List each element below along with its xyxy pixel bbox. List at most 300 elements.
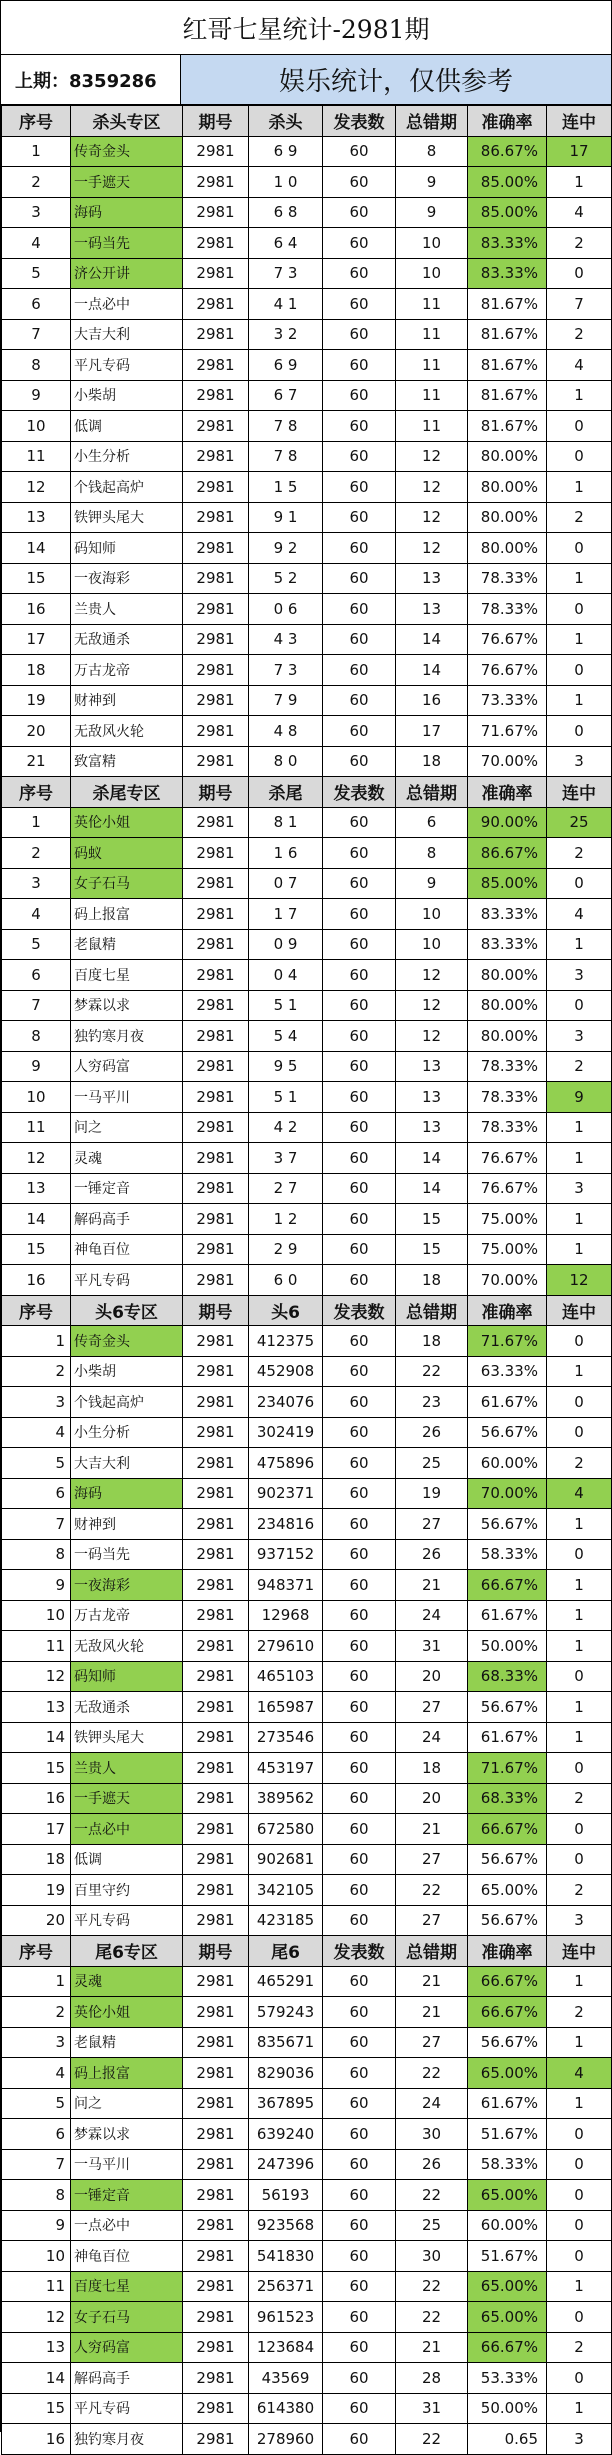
row-value: 247396 — [249, 2149, 323, 2180]
row-index: 12 — [2, 472, 71, 503]
row-errors: 8 — [396, 838, 468, 869]
row-name: 财神到 — [71, 1509, 183, 1540]
table-row — [2, 990, 612, 1021]
table-row — [2, 411, 612, 442]
row-count: 60 — [323, 167, 396, 198]
row-value: 453197 — [249, 1753, 323, 1784]
row-streak: 1 — [547, 685, 612, 716]
table-row — [2, 1448, 612, 1479]
row-errors: 19 — [396, 1478, 468, 1509]
row-value: 0 4 — [249, 960, 323, 991]
row-errors: 22 — [396, 1356, 468, 1387]
row-streak: 0 — [547, 258, 612, 289]
row-value: 256371 — [249, 2271, 323, 2302]
table-row — [2, 1814, 612, 1845]
row-issue: 2981 — [183, 685, 249, 716]
row-accuracy: 56.67% — [468, 1692, 547, 1723]
row-accuracy: 65.00% — [468, 2271, 547, 2302]
row-index: 7 — [2, 2149, 71, 2180]
row-errors: 21 — [396, 1966, 468, 1997]
row-streak: 1 — [547, 2271, 612, 2302]
row-count: 60 — [323, 1173, 396, 1204]
row-value: 9 2 — [249, 533, 323, 564]
row-errors: 12 — [396, 960, 468, 991]
row-index: 15 — [2, 2393, 71, 2424]
row-name: 一马平川 — [71, 1082, 183, 1113]
row-accuracy: 86.67% — [468, 838, 547, 869]
table-row — [2, 1051, 612, 1082]
row-accuracy: 71.67% — [468, 1753, 547, 1784]
row-count: 60 — [323, 319, 396, 350]
row-streak: 0 — [547, 1844, 612, 1875]
row-name: 致富精 — [71, 746, 183, 777]
row-accuracy: 80.00% — [468, 502, 547, 533]
row-count: 60 — [323, 1051, 396, 1082]
row-value: 302419 — [249, 1417, 323, 1448]
row-value: 1 7 — [249, 899, 323, 930]
row-count: 60 — [323, 2058, 396, 2089]
disclaimer-note: 娱乐统计，仅供参考 — [181, 55, 611, 104]
row-errors: 9 — [396, 197, 468, 228]
row-count: 60 — [323, 2210, 396, 2241]
row-issue: 2981 — [183, 1783, 249, 1814]
row-count: 60 — [323, 1234, 396, 1265]
row-accuracy: 68.33% — [468, 1783, 547, 1814]
row-value: 7 8 — [249, 441, 323, 472]
row-accuracy: 70.00% — [468, 1265, 547, 1296]
row-index: 18 — [2, 1844, 71, 1875]
row-streak: 1 — [547, 2393, 612, 2424]
row-errors: 13 — [396, 563, 468, 594]
page-title: 红哥七星统计-2981期 — [1, 0, 611, 55]
row-value: 475896 — [249, 1448, 323, 1479]
row-count: 60 — [323, 899, 396, 930]
row-issue: 2981 — [183, 1661, 249, 1692]
row-value: 6 4 — [249, 228, 323, 259]
row-count: 60 — [323, 2088, 396, 2119]
row-issue: 2981 — [183, 1631, 249, 1662]
row-value: 902681 — [249, 1844, 323, 1875]
row-issue: 2981 — [183, 1234, 249, 1265]
row-count: 60 — [323, 411, 396, 442]
table-row — [2, 1143, 612, 1174]
row-count: 60 — [323, 960, 396, 991]
row-issue: 2981 — [183, 899, 249, 930]
row-value: 672580 — [249, 1814, 323, 1845]
table-row — [2, 838, 612, 869]
row-accuracy: 51.67% — [468, 2119, 547, 2150]
row-count: 60 — [323, 502, 396, 533]
row-errors: 25 — [396, 2210, 468, 2241]
row-errors: 10 — [396, 258, 468, 289]
row-issue: 2981 — [183, 624, 249, 655]
row-name: 一夜海彩 — [71, 1570, 183, 1601]
row-count: 60 — [323, 2363, 396, 2394]
row-index: 12 — [2, 2302, 71, 2333]
row-streak: 1 — [547, 1600, 612, 1631]
row-count: 60 — [323, 716, 396, 747]
col-count-header: 发表数 — [323, 106, 396, 137]
table-row — [2, 2363, 612, 2394]
row-index: 13 — [2, 1692, 71, 1723]
table-row — [2, 868, 612, 899]
row-accuracy: 80.00% — [468, 472, 547, 503]
row-errors: 21 — [396, 1570, 468, 1601]
row-streak: 3 — [547, 960, 612, 991]
col-value-header: 杀头 — [249, 106, 323, 137]
row-count: 60 — [323, 1875, 396, 1906]
row-value: 579243 — [249, 1997, 323, 2028]
row-issue: 2981 — [183, 1966, 249, 1997]
row-name: 铁钾头尾大 — [71, 502, 183, 533]
row-value: 423185 — [249, 1905, 323, 1936]
row-index: 16 — [2, 594, 71, 625]
row-index: 2 — [2, 1356, 71, 1387]
row-accuracy: 56.67% — [468, 1905, 547, 1936]
col-value-header: 尾6 — [249, 1936, 323, 1967]
row-issue: 2981 — [183, 502, 249, 533]
row-count: 60 — [323, 1539, 396, 1570]
row-name: 老鼠精 — [71, 2027, 183, 2058]
row-value: 1 6 — [249, 838, 323, 869]
row-value: 0 7 — [249, 868, 323, 899]
row-accuracy: 81.67% — [468, 380, 547, 411]
row-count: 60 — [323, 2302, 396, 2333]
row-value: 948371 — [249, 1570, 323, 1601]
table-row — [2, 1631, 612, 1662]
row-index: 14 — [2, 1722, 71, 1753]
row-count: 60 — [323, 1661, 396, 1692]
table-row — [2, 2027, 612, 2058]
col-issue-header: 期号 — [183, 1936, 249, 1967]
row-accuracy: 75.00% — [468, 1204, 547, 1235]
row-streak: 0 — [547, 1387, 612, 1418]
row-streak: 0 — [547, 411, 612, 442]
row-accuracy: 76.67% — [468, 1143, 547, 1174]
row-issue: 2981 — [183, 716, 249, 747]
row-value: 7 3 — [249, 655, 323, 686]
row-errors: 12 — [396, 472, 468, 503]
row-index: 8 — [2, 1021, 71, 1052]
row-issue: 2981 — [183, 960, 249, 991]
col-errors-header: 总错期 — [396, 106, 468, 137]
row-issue: 2981 — [183, 2027, 249, 2058]
row-streak: 17 — [547, 136, 612, 167]
row-accuracy: 83.33% — [468, 899, 547, 930]
row-index: 6 — [2, 1478, 71, 1509]
row-value: 4 2 — [249, 1112, 323, 1143]
row-issue: 2981 — [183, 1143, 249, 1174]
section-header-row — [2, 1295, 612, 1326]
row-index: 6 — [2, 289, 71, 320]
row-errors: 22 — [396, 2271, 468, 2302]
row-streak: 4 — [547, 899, 612, 930]
row-issue: 2981 — [183, 380, 249, 411]
table-row — [2, 2271, 612, 2302]
row-index: 13 — [2, 502, 71, 533]
row-accuracy: 66.67% — [468, 1966, 547, 1997]
row-accuracy: 81.67% — [468, 319, 547, 350]
table-row — [2, 1997, 612, 2028]
row-errors: 22 — [396, 1875, 468, 1906]
row-index: 13 — [2, 2332, 71, 2363]
row-index: 21 — [2, 746, 71, 777]
row-issue: 2981 — [183, 533, 249, 564]
row-value: 273546 — [249, 1722, 323, 1753]
row-index: 15 — [2, 563, 71, 594]
row-value: 2 9 — [249, 1234, 323, 1265]
table-row — [2, 1204, 612, 1235]
row-streak: 0 — [547, 990, 612, 1021]
row-errors: 22 — [396, 2180, 468, 2211]
row-value: 6 0 — [249, 1265, 323, 1296]
row-count: 60 — [323, 1600, 396, 1631]
table-row — [2, 1234, 612, 1265]
row-name: 传奇金头 — [71, 136, 183, 167]
row-errors: 27 — [396, 1905, 468, 1936]
row-name: 大吉大利 — [71, 1448, 183, 1479]
row-issue: 2981 — [183, 1875, 249, 1906]
row-errors: 12 — [396, 502, 468, 533]
table-row — [2, 594, 612, 625]
row-issue: 2981 — [183, 1509, 249, 1540]
row-name: 神龟百位 — [71, 1234, 183, 1265]
row-errors: 25 — [396, 1448, 468, 1479]
row-errors: 31 — [396, 1631, 468, 1662]
row-streak: 7 — [547, 289, 612, 320]
row-accuracy: 65.00% — [468, 2180, 547, 2211]
row-index: 19 — [2, 1875, 71, 1906]
row-errors: 12 — [396, 990, 468, 1021]
row-accuracy: 56.67% — [468, 1509, 547, 1540]
row-streak: 0 — [547, 2210, 612, 2241]
row-issue: 2981 — [183, 472, 249, 503]
row-name: 人穷码富 — [71, 1051, 183, 1082]
row-value: 1 5 — [249, 472, 323, 503]
row-count: 60 — [323, 1326, 396, 1357]
table-row — [2, 2119, 612, 2150]
col-streak-header: 连中 — [547, 1936, 612, 1967]
row-name: 码上报富 — [71, 2058, 183, 2089]
row-name: 百度七星 — [71, 2271, 183, 2302]
row-value: 5 1 — [249, 1082, 323, 1113]
row-count: 60 — [323, 807, 396, 838]
row-errors: 12 — [396, 1021, 468, 1052]
row-count: 60 — [323, 838, 396, 869]
row-index: 5 — [2, 929, 71, 960]
row-count: 60 — [323, 685, 396, 716]
row-count: 60 — [323, 1692, 396, 1723]
row-index: 3 — [2, 2027, 71, 2058]
row-index: 8 — [2, 350, 71, 381]
row-index: 4 — [2, 228, 71, 259]
row-streak: 25 — [547, 807, 612, 838]
row-name: 小柴胡 — [71, 1356, 183, 1387]
row-accuracy: 66.67% — [468, 1570, 547, 1601]
row-errors: 28 — [396, 2363, 468, 2394]
row-name: 平凡专码 — [71, 2393, 183, 2424]
table-row — [2, 1387, 612, 1418]
row-name: 一锤定音 — [71, 2180, 183, 2211]
col-errors-header: 总错期 — [396, 777, 468, 808]
row-value: 5 4 — [249, 1021, 323, 1052]
row-count: 60 — [323, 2149, 396, 2180]
row-value: 2 7 — [249, 1173, 323, 1204]
row-accuracy: 80.00% — [468, 533, 547, 564]
row-name: 海码 — [71, 1478, 183, 1509]
row-errors: 14 — [396, 624, 468, 655]
row-issue: 2981 — [183, 2180, 249, 2211]
row-index: 9 — [2, 380, 71, 411]
row-accuracy: 78.33% — [468, 1112, 547, 1143]
row-count: 60 — [323, 2119, 396, 2150]
row-streak: 0 — [547, 2302, 612, 2333]
row-count: 60 — [323, 1814, 396, 1845]
row-count: 60 — [323, 1997, 396, 2028]
row-value: 8 0 — [249, 746, 323, 777]
row-issue: 2981 — [183, 2302, 249, 2333]
row-streak: 1 — [547, 624, 612, 655]
row-index: 9 — [2, 1570, 71, 1601]
row-name: 一点必中 — [71, 1814, 183, 1845]
row-errors: 15 — [396, 1234, 468, 1265]
table-row — [2, 1478, 612, 1509]
row-issue: 2981 — [183, 1356, 249, 1387]
row-errors: 22 — [396, 2302, 468, 2333]
row-index: 15 — [2, 1234, 71, 1265]
row-name: 海码 — [71, 197, 183, 228]
row-name: 无敌风火轮 — [71, 1631, 183, 1662]
row-count: 60 — [323, 1143, 396, 1174]
row-accuracy: 66.67% — [468, 1814, 547, 1845]
row-accuracy: 70.00% — [468, 1478, 547, 1509]
row-value: 7 3 — [249, 258, 323, 289]
row-issue: 2981 — [183, 1905, 249, 1936]
row-value: 234076 — [249, 1387, 323, 1418]
row-streak: 1 — [547, 1204, 612, 1235]
row-name: 无敌通杀 — [71, 624, 183, 655]
col-index-header: 序号 — [2, 777, 71, 808]
row-value: 6 7 — [249, 380, 323, 411]
row-count: 60 — [323, 1722, 396, 1753]
row-accuracy: 61.67% — [468, 1387, 547, 1418]
row-value: 5 2 — [249, 563, 323, 594]
row-errors: 17 — [396, 716, 468, 747]
row-name: 平凡专码 — [71, 1905, 183, 1936]
row-issue: 2981 — [183, 1997, 249, 2028]
row-streak: 1 — [547, 1966, 612, 1997]
row-accuracy: 86.67% — [468, 136, 547, 167]
row-index: 19 — [2, 685, 71, 716]
row-value: 56193 — [249, 2180, 323, 2211]
row-accuracy: 56.67% — [468, 1844, 547, 1875]
row-value: 234816 — [249, 1509, 323, 1540]
row-issue: 2981 — [183, 441, 249, 472]
row-name: 问之 — [71, 2088, 183, 2119]
row-value: 7 8 — [249, 411, 323, 442]
row-index: 8 — [2, 1539, 71, 1570]
row-count: 60 — [323, 228, 396, 259]
col-value-header: 杀尾 — [249, 777, 323, 808]
row-value: 1 0 — [249, 167, 323, 198]
row-count: 60 — [323, 2271, 396, 2302]
row-streak: 1 — [547, 380, 612, 411]
row-index: 7 — [2, 319, 71, 350]
table-row — [2, 1875, 612, 1906]
row-index: 17 — [2, 624, 71, 655]
row-count: 60 — [323, 441, 396, 472]
row-streak: 2 — [547, 1997, 612, 2028]
row-name: 无敌风火轮 — [71, 716, 183, 747]
col-streak-header: 连中 — [547, 106, 612, 137]
row-errors: 14 — [396, 655, 468, 686]
table-row — [2, 2180, 612, 2211]
row-count: 60 — [323, 929, 396, 960]
row-streak: 0 — [547, 2149, 612, 2180]
row-streak: 2 — [547, 838, 612, 869]
row-index: 20 — [2, 716, 71, 747]
row-value: 342105 — [249, 1875, 323, 1906]
row-index: 4 — [2, 1417, 71, 1448]
row-issue: 2981 — [183, 319, 249, 350]
row-streak: 2 — [547, 1448, 612, 1479]
row-errors: 21 — [396, 1814, 468, 1845]
row-count: 60 — [323, 380, 396, 411]
row-index: 13 — [2, 1173, 71, 1204]
row-accuracy: 75.00% — [468, 1234, 547, 1265]
row-streak: 9 — [547, 1082, 612, 1113]
row-value: 123684 — [249, 2332, 323, 2363]
row-errors: 30 — [396, 2119, 468, 2150]
row-accuracy: 85.00% — [468, 868, 547, 899]
row-issue: 2981 — [183, 1112, 249, 1143]
row-streak: 1 — [547, 1722, 612, 1753]
row-count: 60 — [323, 1417, 396, 1448]
row-issue: 2981 — [183, 2271, 249, 2302]
row-value: 279610 — [249, 1631, 323, 1662]
row-name: 小生分析 — [71, 1417, 183, 1448]
row-name: 神龟百位 — [71, 2241, 183, 2272]
row-errors: 18 — [396, 746, 468, 777]
row-accuracy: 83.33% — [468, 258, 547, 289]
row-errors: 23 — [396, 1387, 468, 1418]
section-header-row — [2, 106, 612, 137]
row-value: 367895 — [249, 2088, 323, 2119]
row-accuracy: 81.67% — [468, 411, 547, 442]
row-streak: 1 — [547, 472, 612, 503]
row-accuracy: 90.00% — [468, 807, 547, 838]
row-count: 60 — [323, 1112, 396, 1143]
col-errors-header: 总错期 — [396, 1295, 468, 1326]
row-accuracy: 61.67% — [468, 1722, 547, 1753]
row-errors: 11 — [396, 350, 468, 381]
row-issue: 2981 — [183, 868, 249, 899]
row-accuracy: 71.67% — [468, 716, 547, 747]
row-name: 个钱起高炉 — [71, 1387, 183, 1418]
row-issue: 2981 — [183, 838, 249, 869]
row-index: 1 — [2, 807, 71, 838]
row-name: 英伦小姐 — [71, 1997, 183, 2028]
row-issue: 2981 — [183, 2424, 249, 2455]
col-index-header: 序号 — [2, 1295, 71, 1326]
row-streak: 0 — [547, 594, 612, 625]
row-accuracy: 78.33% — [468, 1051, 547, 1082]
row-name: 码蚁 — [71, 838, 183, 869]
row-errors: 14 — [396, 1143, 468, 1174]
row-count: 60 — [323, 1082, 396, 1113]
row-streak: 1 — [547, 1143, 612, 1174]
row-value: 389562 — [249, 1783, 323, 1814]
